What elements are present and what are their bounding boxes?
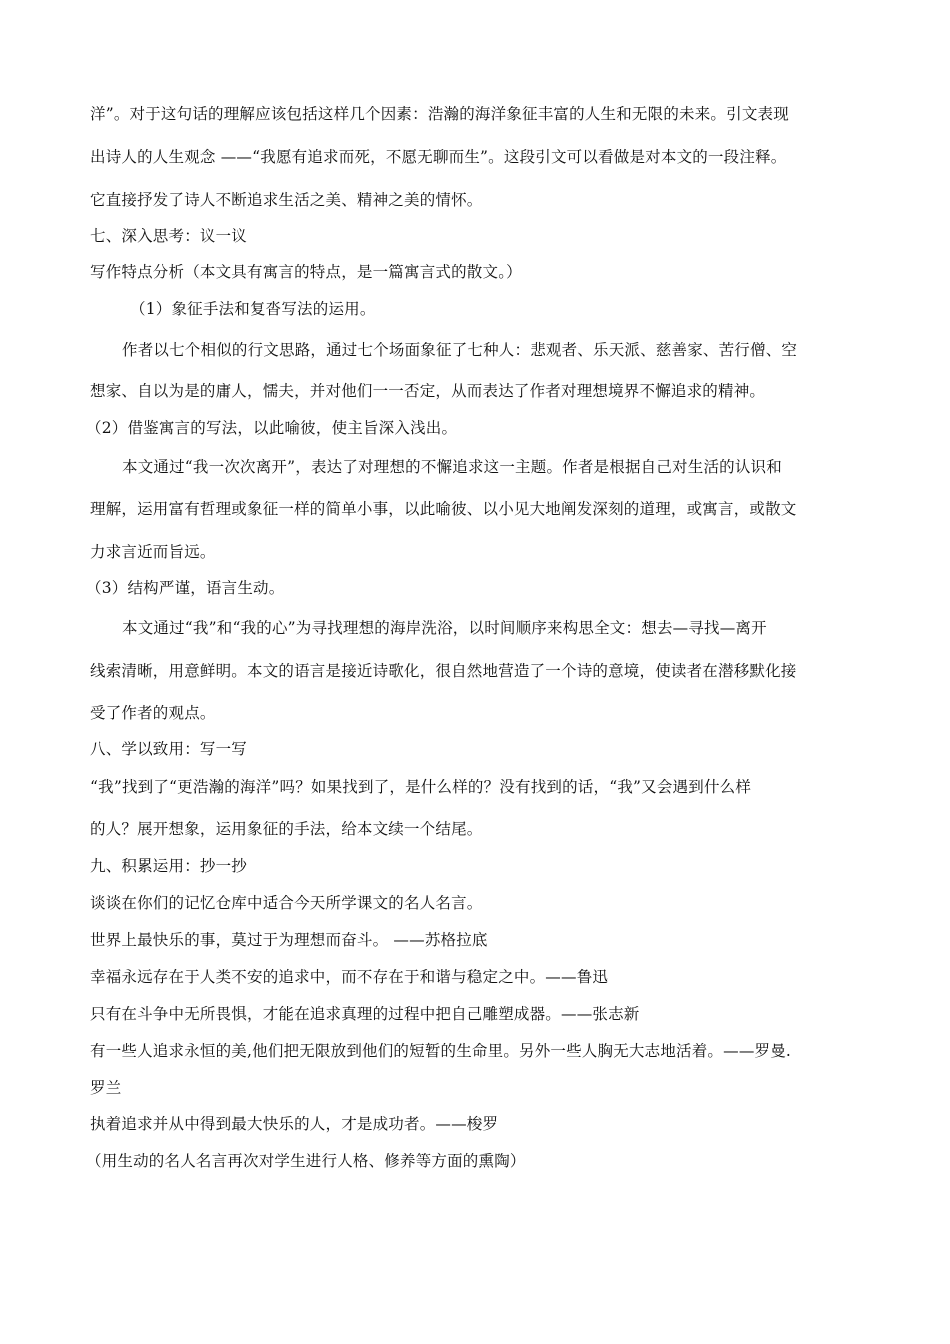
quote-line: 世界上最快乐的事，莫过于为理想而奋斗。 ——苏格拉底 (90, 931, 488, 949)
quote-line: 有一些人追求永恒的美,他们把无限放到他们的短暂的生命里。另外一些人胸无大志地活着。——罗曼. (90, 1042, 792, 1060)
subheading: （2）借鉴寓言的写法，以此喻彼，使主旨深入浅出。 (86, 419, 458, 437)
paragraph-line: 的人？展开想象，运用象征的手法，给本文续一个结尾。 (90, 820, 483, 838)
quote-line: 执着追求并从中得到最大快乐的人，才是成功者。——梭罗 (90, 1115, 499, 1133)
paragraph-line: 洋”。对于这句话的理解应该包括这样几个因素：浩瀚的海洋象征丰富的人生和无限的未来。引文表现 (90, 105, 789, 123)
paragraph-line: 力求言近而旨远。 (90, 543, 216, 561)
paragraph-line: 本文通过“我一次次离开”，表达了对理想的不懈追求这一主题。作者是根据自己对生活的认识和 (122, 458, 782, 476)
paragraph-line: 想家、自以为是的庸人，懦夫，并对他们一一否定，从而表达了作者对理想境界不懈追求的精神。 (90, 382, 766, 400)
quote-line: 幸福永远存在于人类不安的追求中，而不存在于和谐与稳定之中。——鲁迅 (90, 968, 609, 986)
section-heading: 八、学以致用：写一写 (90, 740, 248, 758)
paragraph-line: 作者以七个相似的行文思路，通过七个场面象征了七种人：悲观者、乐天派、慈善家、苦行僧、空 (122, 341, 798, 359)
section-heading: 九、积累运用：抄一抄 (90, 857, 248, 875)
paragraph-line: 本文通过“我”和“我的心”为寻找理想的海岸洗浴，以时间顺序来构思全文：想去—寻找—离开 (122, 619, 767, 637)
section-heading: 七、深入思考：议一议 (90, 227, 248, 245)
subheading: （1）象征手法和复沓写法的运用。 (130, 300, 376, 318)
paragraph-line: 它直接抒发了诗人不断追求生活之美、精神之美的情怀。 (90, 191, 483, 209)
quote-line: 罗兰 (90, 1079, 122, 1097)
paragraph-line: （用生动的名人名言再次对学生进行人格、修养等方面的熏陶） (86, 1152, 526, 1170)
paragraph-line: 写作特点分析（本文具有寓言的特点，是一篇寓言式的散文。） (90, 263, 522, 281)
paragraph-line: 谈谈在你们的记忆仓库中适合今天所学课文的名人名言。 (90, 894, 483, 912)
paragraph-line: 受了作者的观点。 (90, 704, 216, 722)
quote-line: 只有在斗争中无所畏惧，才能在追求真理的过程中把自己雕塑成器。——张志新 (90, 1005, 640, 1023)
paragraph-line: 线索清晰，用意鲜明。本文的语言是接近诗歌化，很自然地营造了一个诗的意境，使读者在潜移默化接 (90, 662, 797, 680)
paragraph-line: “我”找到了“更浩瀚的海洋”吗？如果找到了，是什么样的？没有找到的话，“我”又会遇到什么样 (90, 778, 752, 796)
paragraph-line: 出诗人的人生观念 ——“我愿有追求而死，不愿无聊而生”。这段引文可以看做是对本文的一段注释。 (90, 148, 787, 166)
subheading: （3）结构严谨，语言生动。 (86, 579, 285, 597)
paragraph-line: 理解，运用富有哲理或象征一样的简单小事，以此喻彼、以小见大地阐发深刻的道理，或寓言，或散文 (90, 500, 797, 518)
